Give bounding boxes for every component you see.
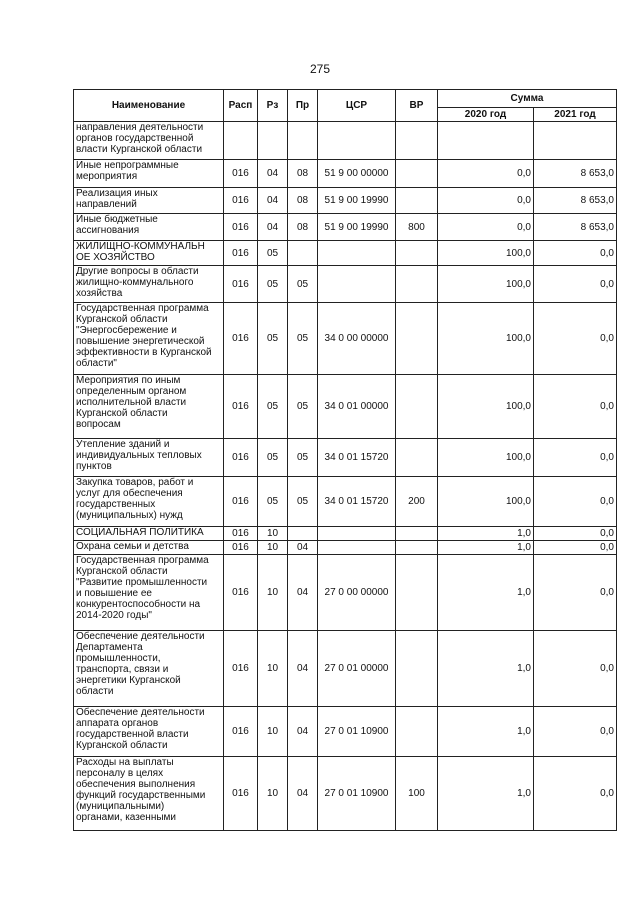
cell-pr: 04	[288, 757, 318, 831]
cell-rasp: 016	[224, 477, 258, 527]
cell-csr: 51 9 00 19990	[318, 188, 396, 214]
table-row	[74, 241, 617, 266]
cell-rz: 10	[258, 757, 288, 831]
budget-table	[73, 89, 617, 831]
cell-rz: 05	[258, 266, 288, 303]
cell-pr: 05	[288, 375, 318, 439]
cell-name: Государственная программа Курганской области "Энергосбережение и повышение энергетической эффективности в Курганской области"	[74, 303, 224, 375]
cell-csr: 27 0 01 00000	[318, 631, 396, 707]
cell-vr	[396, 707, 438, 757]
cell-pr: 05	[288, 477, 318, 527]
table-row	[74, 631, 617, 707]
cell-rz: 10	[258, 707, 288, 757]
table-row	[74, 527, 617, 541]
cell-rz: 05	[258, 303, 288, 375]
cell-y2021: 0,0	[534, 541, 617, 555]
cell-csr: 27 0 00 00000	[318, 555, 396, 631]
cell-vr: 100	[396, 757, 438, 831]
cell-rasp: 016	[224, 266, 258, 303]
cell-y2020: 0,0	[438, 160, 534, 188]
cell-pr: 05	[288, 266, 318, 303]
cell-rasp: 016	[224, 541, 258, 555]
cell-rasp: 016	[224, 214, 258, 241]
cell-y2021: 0,0	[534, 631, 617, 707]
cell-y2021	[534, 122, 617, 160]
cell-y2020: 100,0	[438, 241, 534, 266]
cell-csr: 27 0 01 10900	[318, 707, 396, 757]
cell-pr: 05	[288, 303, 318, 375]
cell-rasp: 016	[224, 303, 258, 375]
cell-csr	[318, 541, 396, 555]
cell-y2020: 100,0	[438, 477, 534, 527]
cell-y2020: 100,0	[438, 303, 534, 375]
cell-rasp: 016	[224, 757, 258, 831]
cell-y2021: 0,0	[534, 527, 617, 541]
cell-pr: 08	[288, 188, 318, 214]
cell-csr	[318, 241, 396, 266]
cell-rasp: 016	[224, 527, 258, 541]
cell-vr	[396, 631, 438, 707]
cell-rz: 05	[258, 477, 288, 527]
table-row	[74, 555, 617, 631]
cell-pr: 08	[288, 160, 318, 188]
cell-vr	[396, 439, 438, 477]
cell-csr: 34 0 01 15720	[318, 477, 396, 527]
cell-rz	[258, 122, 288, 160]
table-row	[74, 757, 617, 831]
table-row	[74, 266, 617, 303]
cell-y2020: 1,0	[438, 527, 534, 541]
cell-rasp: 016	[224, 631, 258, 707]
cell-y2021: 0,0	[534, 757, 617, 831]
table-row	[74, 707, 617, 757]
cell-rasp: 016	[224, 241, 258, 266]
cell-rz: 04	[258, 214, 288, 241]
cell-pr: 04	[288, 555, 318, 631]
cell-rasp	[224, 122, 258, 160]
cell-y2020: 1,0	[438, 757, 534, 831]
cell-name: Мероприятия по иным определенным органом исполнительной власти Курганской области вопросам	[74, 375, 224, 439]
cell-name: Расходы на выплаты персоналу в целях обеспечения выполнения функций государственными (муниципальными) органами, казенными	[74, 757, 224, 831]
cell-rz: 05	[258, 241, 288, 266]
cell-csr: 34 0 00 00000	[318, 303, 396, 375]
header-pr: Пр	[288, 90, 318, 122]
table-row	[74, 439, 617, 477]
cell-vr	[396, 188, 438, 214]
cell-y2020: 100,0	[438, 375, 534, 439]
cell-name: Охрана семьи и детства	[74, 541, 224, 555]
cell-csr	[318, 527, 396, 541]
table-row	[74, 122, 617, 160]
cell-y2020: 0,0	[438, 188, 534, 214]
cell-name: Государственная программа Курганской области "Развитие промышленности и повышение ее конкурентоспособности на 2014-2020 годы"	[74, 555, 224, 631]
cell-y2021: 0,0	[534, 241, 617, 266]
cell-rz: 10	[258, 527, 288, 541]
cell-y2021: 0,0	[534, 477, 617, 527]
cell-csr	[318, 266, 396, 303]
cell-name: направления деятельности органов государственной власти Курганской области	[74, 122, 224, 160]
cell-vr: 800	[396, 214, 438, 241]
cell-rz: 10	[258, 631, 288, 707]
header-year-2020: 2020 год	[438, 108, 534, 122]
header-name: Наименование	[74, 90, 224, 122]
cell-csr: 51 9 00 19990	[318, 214, 396, 241]
cell-vr	[396, 527, 438, 541]
cell-rz: 04	[258, 188, 288, 214]
cell-rz: 10	[258, 541, 288, 555]
header-csr: ЦСР	[318, 90, 396, 122]
header-vr: ВР	[396, 90, 438, 122]
table-row	[74, 541, 617, 555]
table-row	[74, 375, 617, 439]
cell-vr: 200	[396, 477, 438, 527]
header-rz: Рз	[258, 90, 288, 122]
cell-pr	[288, 527, 318, 541]
page-number: 275	[309, 62, 331, 76]
header-year-2021: 2021 год	[534, 108, 617, 122]
cell-name: Обеспечение деятельности аппарата органов государственной власти Курганской области	[74, 707, 224, 757]
cell-name: СОЦИАЛЬНАЯ ПОЛИТИКА	[74, 527, 224, 541]
cell-rasp: 016	[224, 555, 258, 631]
cell-y2020: 1,0	[438, 541, 534, 555]
cell-vr	[396, 122, 438, 160]
cell-csr	[318, 122, 396, 160]
cell-y2020: 1,0	[438, 555, 534, 631]
cell-rz: 05	[258, 375, 288, 439]
cell-name: Иные бюджетные ассигнования	[74, 214, 224, 241]
table-row	[74, 477, 617, 527]
cell-y2021: 8 653,0	[534, 214, 617, 241]
cell-vr	[396, 375, 438, 439]
cell-pr: 04	[288, 631, 318, 707]
cell-vr	[396, 303, 438, 375]
cell-pr: 04	[288, 541, 318, 555]
cell-y2021: 0,0	[534, 707, 617, 757]
cell-csr: 34 0 01 00000	[318, 375, 396, 439]
cell-y2021: 0,0	[534, 375, 617, 439]
cell-y2020: 100,0	[438, 439, 534, 477]
cell-rasp: 016	[224, 375, 258, 439]
cell-y2020: 0,0	[438, 214, 534, 241]
cell-rz: 05	[258, 439, 288, 477]
cell-rz: 10	[258, 555, 288, 631]
cell-name: Иные непрограммные мероприятия	[74, 160, 224, 188]
cell-y2020: 100,0	[438, 266, 534, 303]
table-row	[74, 214, 617, 241]
cell-y2020	[438, 122, 534, 160]
cell-name: Реализация иных направлений	[74, 188, 224, 214]
cell-name: Утепление зданий и индивидуальных тепловых пунктов	[74, 439, 224, 477]
cell-csr: 27 0 01 10900	[318, 757, 396, 831]
cell-rz: 04	[258, 160, 288, 188]
cell-y2021: 8 653,0	[534, 160, 617, 188]
cell-y2021: 0,0	[534, 555, 617, 631]
cell-vr	[396, 555, 438, 631]
cell-y2021: 0,0	[534, 439, 617, 477]
cell-rasp: 016	[224, 707, 258, 757]
header-rasp: Расп	[224, 90, 258, 122]
cell-y2021: 0,0	[534, 266, 617, 303]
table-row	[74, 188, 617, 214]
table-row	[74, 303, 617, 375]
cell-pr: 04	[288, 707, 318, 757]
cell-name: ЖИЛИЩНО-КОММУНАЛЬН ОЕ ХОЗЯЙСТВО	[74, 241, 224, 266]
cell-csr: 51 9 00 00000	[318, 160, 396, 188]
cell-name: Обеспечение деятельности Департамента промышленности, транспорта, связи и энергетики Курганской области	[74, 631, 224, 707]
cell-csr: 34 0 01 15720	[318, 439, 396, 477]
header-sum: Сумма	[438, 90, 617, 108]
cell-pr: 05	[288, 439, 318, 477]
table-row	[74, 160, 617, 188]
table-body	[74, 122, 617, 831]
cell-rasp: 016	[224, 160, 258, 188]
cell-vr	[396, 241, 438, 266]
cell-name: Другие вопросы в области жилищно-коммунального хозяйства	[74, 266, 224, 303]
cell-y2020: 1,0	[438, 631, 534, 707]
cell-vr	[396, 266, 438, 303]
cell-rasp: 016	[224, 188, 258, 214]
cell-rasp: 016	[224, 439, 258, 477]
cell-pr: 08	[288, 214, 318, 241]
cell-y2021: 0,0	[534, 303, 617, 375]
cell-vr	[396, 160, 438, 188]
cell-pr	[288, 241, 318, 266]
cell-name: Закупка товаров, работ и услуг для обеспечения государственных (муниципальных) нужд	[74, 477, 224, 527]
cell-y2020: 1,0	[438, 707, 534, 757]
cell-y2021: 8 653,0	[534, 188, 617, 214]
cell-pr	[288, 122, 318, 160]
cell-vr	[396, 541, 438, 555]
